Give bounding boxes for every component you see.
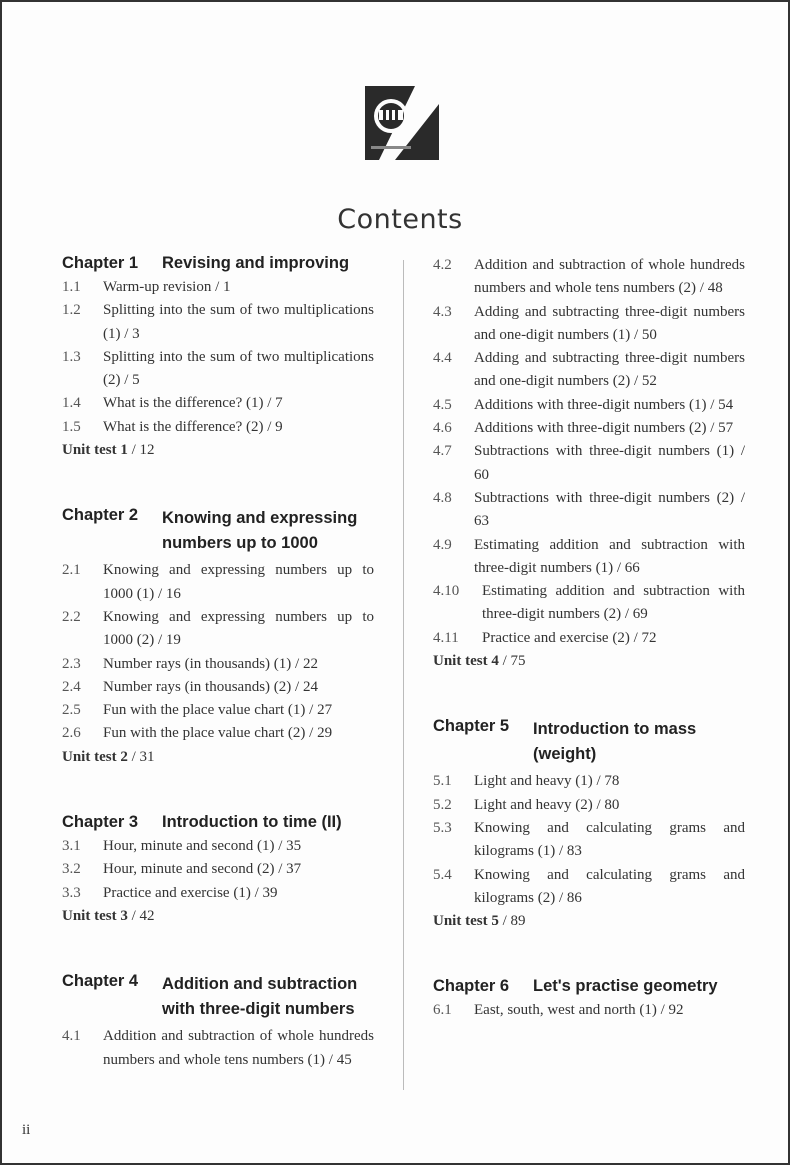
chapter-title: Addition and subtraction with three-digit numbers [162, 975, 358, 1019]
entry-text: Number rays (in thousands) (2) / 24 [103, 678, 318, 695]
unit-test-page: / 12 [127, 442, 155, 459]
entry-number: 2.5 [62, 702, 81, 719]
entry-text: Splitting into the sum of two multiplications (1) / 3 [103, 302, 374, 342]
unit-test-label: Unit test 1 [62, 442, 128, 459]
entry-number: 1.3 [62, 348, 81, 365]
toc-entry[interactable] [62, 606, 374, 653]
chapter-number: Chapter 3 [62, 813, 139, 832]
entry-text: What is the difference? (1) / 7 [103, 395, 283, 412]
toc-entry[interactable] [433, 254, 745, 301]
entry-text: Knowing and calculating grams and kilograms (1) / 83 [474, 819, 745, 860]
entry-number: 2.2 [62, 608, 81, 625]
entry-text: Hour, minute and second (1) / 35 [103, 838, 302, 855]
unit-test-page: / 89 [498, 913, 526, 930]
entry-text: Estimating addition and subtraction with three-digit numbers (2) / 69 [482, 583, 745, 623]
entry-text: Light and heavy (2) / 80 [474, 796, 620, 813]
chapter-6-heading [433, 977, 745, 996]
entry-text: East, south, west and north (1) / 92 [474, 1002, 684, 1019]
toc-entry[interactable] [62, 858, 374, 881]
entry-number: 5.1 [433, 773, 452, 790]
unit-test-entry[interactable] [433, 650, 745, 673]
toc-entry[interactable] [433, 347, 745, 394]
toc-entry[interactable] [433, 301, 745, 348]
chapter-5-heading [433, 717, 745, 767]
unit-test-label: Unit test 4 [433, 653, 499, 670]
entry-text: Knowing and calculating grams and kilograms (2) / 86 [474, 866, 745, 906]
toc-entry[interactable] [433, 487, 745, 534]
entry-number: 2.4 [62, 678, 81, 695]
entry-number: 4.10 [433, 583, 460, 600]
toc-entry[interactable] [62, 416, 374, 439]
toc-entry[interactable] [433, 440, 745, 487]
unit-test-label: Unit test 3 [62, 907, 128, 924]
entry-text: Additions with three-digit numbers (1) / 54 [474, 396, 734, 413]
chapter-number: Chapter 4 [62, 972, 139, 991]
toc-entry[interactable] [433, 817, 745, 864]
toc-entry[interactable] [62, 559, 374, 606]
entry-text: Subtractions with three-digit numbers (1) / 60 [474, 443, 745, 483]
entry-text: Adding and subtracting three-digit numbers and one-digit numbers (2) / 52 [474, 350, 745, 390]
page-title: Contents [337, 204, 463, 235]
entry-text: Splitting into the sum of two multiplications (2) / 5 [103, 348, 374, 389]
entry-text: Subtractions with three-digit numbers (2) / 63 [474, 489, 745, 530]
entry-number: 5.4 [433, 866, 452, 883]
unit-test-entry[interactable] [62, 746, 374, 769]
chapter-title: Revising and improving [162, 254, 350, 272]
entry-text: Practice and exercise (1) / 39 [103, 884, 278, 901]
unit-test-label: Unit test 2 [62, 748, 128, 765]
page-number: ii [22, 1122, 31, 1138]
entry-text: Knowing and expressing numbers up to 1000 (1) / 16 [103, 562, 374, 602]
entry-number: 1.1 [62, 279, 81, 295]
entry-number: 4.2 [433, 257, 452, 273]
entry-number: 3.3 [62, 884, 81, 901]
unit-test-page: / 42 [127, 907, 155, 924]
entry-number: 3.2 [62, 861, 81, 878]
chapter-title: Knowing and expressing numbers up to 1000 [162, 509, 358, 553]
unit-test-label: Unit test 5 [433, 913, 499, 930]
entry-text: Number rays (in thousands) (1) / 22 [103, 655, 318, 672]
toc-entry[interactable] [62, 1025, 374, 1072]
toc-entry[interactable] [433, 580, 745, 627]
toc-entry[interactable] [62, 722, 374, 745]
toc-entry[interactable] [433, 534, 745, 581]
entry-number: 1.4 [62, 395, 81, 412]
toc-entry[interactable] [62, 835, 374, 858]
entry-number: 4.3 [433, 303, 452, 320]
toc-entry[interactable] [62, 699, 374, 722]
entry-text: Light and heavy (1) / 78 [474, 773, 620, 790]
toc-entry[interactable] [433, 864, 745, 911]
toc-entry[interactable] [433, 999, 745, 1022]
toc-entry[interactable] [62, 346, 374, 393]
toc-entry[interactable] [62, 276, 374, 299]
entry-number: 5.2 [433, 796, 452, 813]
entry-number: 4.5 [433, 396, 452, 413]
unit-test-entry[interactable] [62, 905, 374, 928]
entry-text: Adding and subtracting three-digit numbers and one-digit numbers (1) / 50 [474, 303, 745, 343]
column-divider [403, 260, 404, 1090]
entry-text: Knowing and expressing numbers up to 1000 (2) / 19 [103, 608, 374, 649]
toc-entry[interactable] [433, 770, 745, 793]
entry-number: 2.6 [62, 725, 81, 742]
entry-text: Estimating addition and subtraction with three-digit numbers (1) / 66 [474, 536, 745, 576]
unit-test-entry[interactable] [62, 439, 374, 462]
entry-number: 1.5 [62, 418, 81, 435]
entry-text: Hour, minute and second (2) / 37 [103, 861, 302, 878]
toc-entry[interactable] [62, 299, 374, 346]
chapter-number: Chapter 5 [433, 717, 510, 736]
toc-right-column [433, 254, 745, 1023]
entry-number: 4.7 [433, 443, 452, 460]
entry-text: Fun with the place value chart (1) / 27 [103, 702, 333, 719]
toc-left-column [62, 254, 374, 1072]
toc-entry[interactable] [433, 794, 745, 817]
chapter-title: Introduction to mass (weight) [533, 720, 697, 764]
chapter-1-heading [62, 254, 374, 273]
entry-text: Practice and exercise (2) / 72 [482, 629, 657, 646]
entry-number: 4.8 [433, 489, 452, 506]
entry-text: Addition and subtraction of whole hundreds numbers and whole tens numbers (2) / 48 [474, 257, 745, 297]
entry-text: Additions with three-digit numbers (2) / 57 [474, 420, 734, 437]
toc-entry[interactable] [62, 392, 374, 415]
entry-text: What is the difference? (2) / 9 [103, 418, 283, 435]
entry-number: 2.1 [62, 562, 81, 579]
entry-text: Warm-up revision / 1 [103, 279, 231, 295]
publisher-logo [365, 86, 439, 160]
chapter-3-heading [62, 813, 374, 832]
entry-number: 4.9 [433, 536, 452, 553]
entry-number: 4.11 [433, 629, 459, 646]
toc-entry[interactable] [433, 627, 745, 650]
entry-number: 3.1 [62, 838, 81, 855]
unit-test-page: / 75 [498, 653, 526, 670]
chapter-number: Chapter 2 [62, 506, 139, 525]
toc-entry[interactable] [433, 394, 745, 417]
chapter-number: Chapter 1 [62, 254, 139, 272]
entry-number: 2.3 [62, 655, 81, 672]
toc-entry[interactable] [62, 676, 374, 699]
entry-number: 5.3 [433, 819, 452, 836]
chapter-2-heading [62, 506, 374, 556]
unit-test-entry[interactable] [433, 910, 745, 933]
entry-number: 4.6 [433, 420, 452, 437]
toc-entry[interactable] [433, 417, 745, 440]
chapter-title: Let's practise geometry [533, 977, 718, 996]
entry-number: 1.2 [62, 302, 81, 319]
entry-number: 4.1 [62, 1028, 81, 1045]
toc-entry[interactable] [62, 882, 374, 905]
chapter-title: Introduction to time (II) [162, 813, 342, 832]
unit-test-page: / 31 [127, 748, 155, 765]
chapter-4-heading [62, 972, 374, 1022]
entry-text: Fun with the place value chart (2) / 29 [103, 725, 333, 742]
entry-text: Addition and subtraction of whole hundreds numbers and whole tens numbers (1) / 45 [103, 1028, 374, 1068]
toc-entry[interactable] [62, 653, 374, 676]
entry-number: 4.4 [433, 350, 452, 367]
entry-number: 6.1 [433, 1002, 452, 1019]
chapter-number: Chapter 6 [433, 977, 510, 996]
